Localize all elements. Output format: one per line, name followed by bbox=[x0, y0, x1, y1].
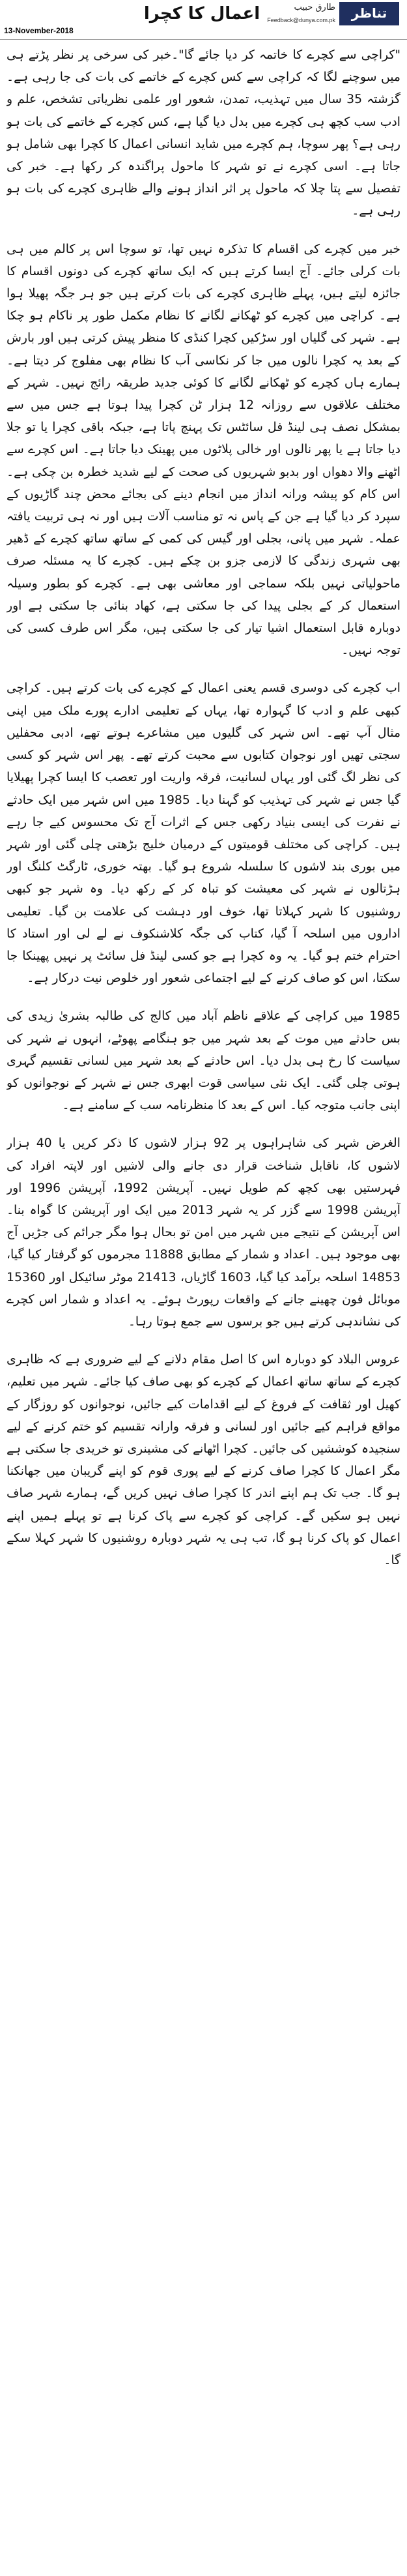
article-paragraph: عروس البلاد کو دوبارہ اس کا اصل مقام دلانے کے لیے ضروری ہے کہ ظاہری کچرے کے ساتھ ساتھ اعمال کے کچرے کو بھی صاف کیا جائے۔ شہر میں تعلیم، کھیل اور ثقافت کے فروغ کے لیے اقدامات کیے جائیں، نوجوانوں کو روزگار کے مواقع فراہم کیے جائیں اور لسانی و فرقہ وارانہ تقسیم کو ختم کرنے کے لیے سنجیدہ کوششیں کی جائیں۔ کچرا اٹھانے کی مشینری تو خریدی جا سکتی ہے مگر اعمال کا کچرا صاف کرنے کے لیے پوری قوم کو اپنے گریبان میں جھانکنا ہو گا۔ جب تک ہم اپنے اندر کا کچرا صاف نہیں کریں گے، ہمارے شہر صاف نہیں ہو سکیں گے۔ کراچی کو کچرے سے پاک کرنا ہے تو پہلے ہمیں اپنے اعمال کو پاک کرنا ہو گا، تب ہی یہ شہر دوبارہ روشنیوں کا شہر کہلا سکے گا۔ bbox=[7, 1353, 400, 1567]
article-paragraph: اب کچرے کی دوسری قسم یعنی اعمال کے کچرے کی بات کرتے ہیں۔ کراچی کبھی علم و ادب کا گہوارہ تھا، یہاں کے تعلیمی ادارے پورے ملک میں اپنی مثال آپ تھے۔ اس شہر کی گلیوں میں مشاعرے ہوتے تھے، ادبی محفلیں سجتی تھیں اور نوجوان کتابوں سے محبت کرتے تھے۔ پھر اس شہر کو کسی کی نظر لگ گئی اور یہاں لسانیت، فرقہ واریت اور تعصب کا ایسا کچرا پھیلایا گیا جس نے شہر کی تہذیب کو گہنا دیا۔ 1985 میں اس شہر میں ایک حادثے نے نفرت کی ایسی بنیاد رکھی جس کے اثرات آج تک محسوس کیے جا رہے ہیں۔ کراچی کی مختلف قومیتوں کے درمیان خلیج بڑھتی چلی گئی اور شہر میں بوری بند لاشوں کا سلسلہ شروع ہو گیا۔ بھتہ خوری، ٹارگٹ کلنگ اور ہڑتالوں نے شہر کی معیشت کو تباہ کر کے رکھ دیا۔ وہ شہر جو کبھی روشنیوں کا شہر کہلاتا تھا، خوف اور دہشت کی علامت بن گیا۔ تعلیمی اداروں میں اسلحہ آ گیا، کتاب کی جگہ کلاشنکوف نے لے لی اور استاد کا احترام ختم ہو گیا۔ یہ وہ کچرا ہے جو کسی لینڈ فل سائٹ پر نہیں پھینکا جا سکتا، اس کو صاف کرنے کے لیے اجتماعی شعور اور خلوص نیت درکار ہے۔ bbox=[7, 681, 400, 986]
author-name: طارق حبیب bbox=[294, 3, 335, 12]
article-body bbox=[7, 44, 400, 2568]
header-divider bbox=[0, 39, 407, 40]
article-paragraph: "کراچی سے کچرے کا خاتمہ کر دیا جائے گا"۔خبر کی سرخی پر نظر پڑتے ہی میں سوچنے لگا کہ کراچی سے کس کچرے کے خاتمے کی بات کی جا رہی ہے۔ گزشتہ 35 سال میں تہذیب، تمدن، شعور اور علمی نظریاتی تشخص، علم و ادب سب کچھ ہی کچرے میں بدل دیا گیا ہے، کس کچرے کے خاتمے کی بات ہو رہی ہے؟ پھر سوچا، ہم کچرے میں شاید انسانی اعمال کا کچرا بھی شامل ہو جاتا ہے۔ اسی کچرے نے تو شہر کا ماحول پراگندہ کر رکھا ہے۔ خبر کی تفصیل سے پتا چلا کہ ماحول پر اثر انداز ہونے والے ظاہری کچرے کی بات ہو رہی ہے۔ bbox=[7, 48, 400, 218]
article-title: اعمال کا کچرا bbox=[143, 4, 260, 23]
article-paragraph: الغرض شہر کی شاہراہوں پر 92 ہزار لاشوں کا ذکر کریں یا 40 ہزار لاشوں کا، ناقابل شناخت قرار دی جانے والی لاشیں اور لاپتہ افراد کی فہرستیں بھی کچھ کم طویل نہیں۔ آپریشن 1992، آپریشن 1996 اور آپریشن 1998 سے گزر کر یہ شہر 2013 میں ایک اور آپریشن کا گواہ بنا۔ اس آپریشن کے نتیجے میں شہر میں امن تو بحال ہوا مگر جرائم کی جڑیں آج بھی موجود ہیں۔ اعداد و شمار کے مطابق 11888 مجرموں کو گرفتار کیا گیا، 14853 اسلحہ برآمد کیا گیا، 1603 گاڑیاں، 21413 موٹر سائیکل اور 15360 موبائل فون چھینے جانے کے واقعات رپورٹ ہوئے۔ یہ اعداد و شمار اس کچرے کی نشاندہی کرتے ہیں جو برسوں سے جمع ہوتا رہا۔ bbox=[7, 1136, 400, 1329]
feedback-email: Feedback@dunya.com.pk bbox=[267, 17, 335, 23]
column-header bbox=[0, 0, 407, 40]
article-paragraph: خبر میں کچرے کی اقسام کا تذکرہ نہیں تھا، تو سوچا اس پر کالم میں ہی بات کرلی جائے۔ آج ایسا کرتے ہیں کہ ایک ساتھ کچرے کی دونوں اقسام کا جائزہ لیتے ہیں، پہلے ظاہری کچرے کی بات کرتے ہیں جو ہر جگہ پھیلا ہوا ہے۔ کراچی میں کچرے کو ٹھکانے لگانے کا نظام مکمل طور پر ناکام ہو چکا ہے۔ شہر کی گلیاں اور سڑکیں کچرا کنڈی کا منظر پیش کرتی ہیں اور بارش کے بعد یہ کچرا نالوں میں جا کر نکاسی آب کا نظام بھی مفلوج کر دیتا ہے۔ ہمارے ہاں کچرے کو ٹھکانے لگانے کا کوئی جدید طریقہ رائج نہیں۔ شہر کے مختلف علاقوں سے روزانہ 12 ہزار ٹن کچرا پیدا ہوتا ہے جس میں سے بمشکل نصف ہی لینڈ فل سائٹس تک پہنچ پاتا ہے، جبکہ باقی کچرا یا تو جلا دیا جاتا ہے یا پھر نالوں اور خالی پلاٹوں میں پھینک دیا جاتا ہے۔ اس کچرے سے اٹھنے والا دھواں اور بدبو شہریوں کی صحت کے لیے شدید خطرہ بن چکی ہے۔ اس کام کو پیشہ ورانہ انداز میں انجام دینے کی بجائے محض چند گاڑیوں کے سپرد کر دیا گیا ہے جن کے پاس نہ تو مناسب آلات ہیں اور نہ ہی تربیت یافتہ عملہ۔ شہر میں پانی، بجلی اور گیس کی کمی کے ساتھ ساتھ کچرے کے ڈھیر بھی شہری زندگی کا لازمی جزو بن چکے ہیں۔ کچرے کا یہ مسئلہ صرف ماحولیاتی نہیں بلکہ سماجی اور معاشی بھی ہے۔ کچرے کو بطور وسیلہ استعمال کر کے بجلی پیدا کی جا سکتی ہے، کھاد بنائی جا سکتی ہے اور دوبارہ قابل استعمال اشیا تیار کی جا سکتی ہیں، مگر اس طرف کسی کی توجہ نہیں۔ bbox=[7, 242, 400, 658]
column-name-badge: تناظر bbox=[339, 2, 399, 25]
publish-date: 13-November-2018 bbox=[4, 26, 74, 35]
article-paragraph: 1985 میں کراچی کے علاقے ناظم آباد میں کالج کی طالبہ بشریٰ زیدی کی بس حادثے میں موت کے بعد شہر میں جو ہنگامے پھوٹے، انہوں نے شہر کی سیاست کا رخ ہی بدل دیا۔ اس حادثے کے بعد شہر میں لسانی تقسیم گہری ہوتی چلی گئی۔ ایک نئی سیاسی قوت ابھری جس نے شہر کے نوجوانوں کو اپنی جانب متوجہ کیا۔ اس کے بعد کا منظرنامہ سب کے سامنے ہے۔ bbox=[7, 1009, 400, 1113]
